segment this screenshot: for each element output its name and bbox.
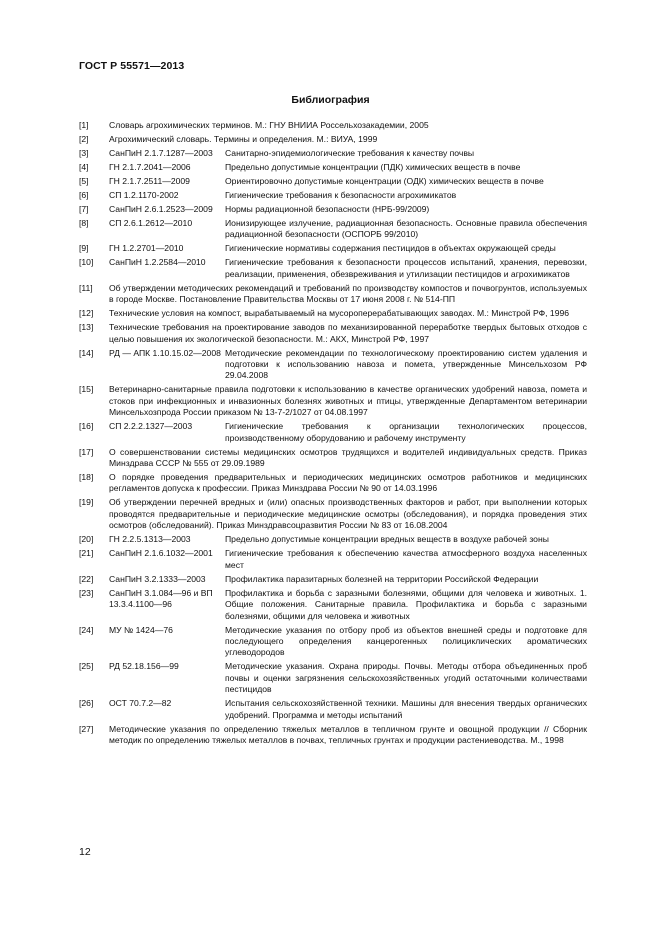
bibliography-entry bbox=[79, 204, 587, 215]
bibliography-entry bbox=[79, 497, 587, 531]
entry-text: Профилактика и борьба с заразными болезнями, общими для человека и животных. 1. Общие положения. Санитарные правила. Профилактика и борьба с заразными болезнями, общими для человека и животных bbox=[225, 587, 587, 621]
entry-number: [8] bbox=[79, 218, 89, 228]
entry-number: [19] bbox=[79, 497, 94, 508]
page-number: 12 bbox=[79, 846, 91, 858]
entry-text: Гигиенические требования к безопасности процессов испытаний, хранения, перевозки, реализации, применения, обезвреживания и утилизации пестицидов и агрохимикатов bbox=[225, 257, 587, 279]
entry-number: [20] bbox=[79, 534, 94, 545]
entry-text: Испытания сельскохозяйственной техники. Машины для внесения твердых органических удобрений. Программа и методы испытаний bbox=[225, 698, 587, 720]
entry-text: Об утверждении методических рекомендаций и требований по производству компостов и почвогрунтов, используемых в городе Москве. Постановление Правительства Москвы от 17 июня 2008 г. № 514-ПП bbox=[109, 282, 587, 305]
entry-code: ГН 2.1.7.2041—2006 bbox=[109, 162, 191, 172]
entry-text: Технические условия на компост, вырабатываемый на мусороперерабатывающих заводах. М.: Минстрой РФ, 1996 bbox=[109, 308, 570, 319]
entry-number: [16] bbox=[79, 421, 94, 432]
entry-number: [9] bbox=[79, 243, 89, 254]
bibliography-entry bbox=[79, 120, 587, 131]
entry-text: Методические указания по определению тяжелых металлов в тепличном грунте и овощной продукции // Сборник методик по определению тяжелых металлов в почвах, тепличных грунтах и продукции растениеводства. М., 1998 bbox=[109, 723, 587, 745]
bibliography-entry bbox=[79, 447, 587, 470]
entry-code: СП 2.6.1.2612—2010 bbox=[109, 218, 193, 228]
entry-text: Гигиенические требования к безопасности агрохимикатов bbox=[225, 190, 457, 200]
bibliography-entry bbox=[79, 661, 587, 695]
entry-number: [17] bbox=[79, 446, 94, 457]
document-id: ГОСТ Р 55571—2013 bbox=[79, 60, 185, 72]
entry-number: [4] bbox=[79, 162, 89, 172]
bibliography-entry bbox=[79, 176, 587, 187]
entry-text: Профилактика паразитарных болезней на территории Российской Федерации bbox=[225, 573, 539, 584]
entry-number: [22] bbox=[79, 573, 94, 584]
bibliography-entry bbox=[79, 384, 587, 418]
bibliography-entry bbox=[79, 218, 587, 241]
entry-text: О порядке проведения предварительных и периодических медицинских осмотров работников и медицинских регламентов допуска к профессии. Приказ Минздрава России № 90 от 14.03.1996 bbox=[109, 472, 587, 494]
entry-number: [21] bbox=[79, 548, 94, 559]
entry-text: Об утверждении перечней вредных и (или) опасных производственных факторов и работ, при выполнении которых проводятся предварительные и периодические медицинские осмотры (обследования), и порядка проведения этих осмотров (обследований). Приказ Минздравсоцразвития России № 83 от 16.08.2004 bbox=[109, 497, 587, 531]
bibliography-entry bbox=[79, 308, 587, 319]
entry-number: [23] bbox=[79, 587, 94, 598]
entry-number: [24] bbox=[79, 624, 94, 635]
entry-text: Агрохимический словарь. Термины и определения. М.: ВИУА, 1999 bbox=[109, 134, 378, 144]
entry-text: Санитарно-эпидемиологические требования к качеству почвы bbox=[225, 148, 475, 158]
page-title: Библиография bbox=[291, 94, 370, 106]
entry-code: СП 2.2.2.1327—2003 bbox=[109, 421, 193, 432]
entry-number: [11] bbox=[79, 282, 93, 293]
entry-code: МУ № 1424—76 bbox=[109, 624, 173, 635]
entry-number: [13] bbox=[79, 322, 94, 333]
entry-code: СанПиН 3.2.1333—2003 bbox=[109, 573, 206, 584]
entry-text: Гигиенические требования к обеспечению качества атмосферного воздуха населенных мест bbox=[225, 548, 587, 570]
entry-code: СанПиН 2.1.7.1287—2003 bbox=[109, 148, 213, 158]
entry-code: РД 52.18.156—99 bbox=[109, 661, 179, 672]
entry-text: Гигиенические нормативы содержания пестицидов в объектах окружающей среды bbox=[225, 243, 556, 254]
entry-code: ГН 2.2.5.1313—2003 bbox=[109, 534, 191, 545]
bibliography-entry bbox=[79, 698, 587, 721]
bibliography-entry bbox=[79, 534, 587, 545]
entry-text: Предельно допустимые концентрации (ПДК) химических веществ в почве bbox=[225, 162, 521, 172]
bibliography-entry bbox=[79, 421, 587, 444]
entry-code: СанПиН 2.6.1.2523—2009 bbox=[109, 204, 213, 214]
entry-number: [5] bbox=[79, 176, 89, 186]
entry-text: Методические рекомендации по технологическому проектированию систем удаления и подготовки к использованию навоза и помета, утвержденные Минсельхозом РФ 29.04.2008 bbox=[225, 347, 587, 381]
entry-number: [6] bbox=[79, 190, 89, 200]
entry-text: О совершенствовании системы медицинских осмотров трудящихся и водителей индивидуальных средств. Приказ Минздрава СССР № 555 от 29.09.1989 bbox=[109, 446, 587, 469]
entry-code: ГН 2.1.7.2511—2009 bbox=[109, 176, 190, 186]
bibliography-entry bbox=[79, 724, 587, 747]
bibliography-entry bbox=[79, 190, 587, 201]
bibliography-entry bbox=[79, 348, 587, 382]
entry-number: [27] bbox=[79, 723, 94, 734]
entry-text: Словарь агрохимических терминов. М.: ГНУ ВНИИА Россельхозакадемии, 2005 bbox=[109, 120, 429, 130]
entry-code: ОСТ 70.7.2—82 bbox=[109, 698, 172, 709]
entry-number: [1] bbox=[79, 120, 89, 130]
entry-code: СП 1.2.1170-2002 bbox=[109, 190, 179, 200]
entry-code: СанПиН 2.1.6.1032—2001 bbox=[109, 548, 213, 559]
bibliography-entry bbox=[79, 243, 587, 254]
bibliography-entry bbox=[79, 257, 587, 280]
entry-number: [26] bbox=[79, 698, 94, 709]
entry-number: [7] bbox=[79, 204, 89, 214]
entry-number: [10] bbox=[79, 257, 94, 268]
bibliography-entry bbox=[79, 162, 587, 173]
entry-text: Нормы радиационной безопасности (НРБ-99/2009) bbox=[225, 204, 430, 214]
entry-number: [3] bbox=[79, 148, 89, 158]
bibliography-list bbox=[79, 120, 587, 749]
entry-text: Ориентировочно допустимые концентрации (ОДК) химических веществ в почве bbox=[225, 176, 544, 186]
entry-number: [15] bbox=[79, 384, 94, 395]
bibliography-entry bbox=[79, 625, 587, 659]
entry-code: СанПиН 3.1.084—96 и ВП 13.3.4.1100—96 bbox=[109, 587, 213, 610]
entry-number: [25] bbox=[79, 661, 94, 672]
entry-number: [12] bbox=[79, 308, 94, 319]
entry-text: Методические указания. Охрана природы. Почвы. Методы отбора объединенных проб почвы и оценки загрязнения сельскохозяйственных угодий остаточными количествами пестицидов bbox=[225, 661, 587, 695]
bibliography-entry bbox=[79, 472, 587, 495]
bibliography-entry bbox=[79, 588, 587, 622]
entry-number: [14] bbox=[79, 347, 94, 358]
entry-text: Ветеринарно-санитарные правила подготовки к использованию в качестве органических удобрений навоза, помета и стоков при инфекционных и инвазионных болезнях животных и птицы, утвержденные Департаментом ветеринарии Минсельхозпрода России приказом № 13-7-2/1027 от 04.08.1997 bbox=[109, 384, 587, 418]
entry-text: Методические указания по отбору проб из объектов внешней среды и подготовке для последующего определения канцерогенных полициклических ароматических углеводородов bbox=[225, 624, 587, 658]
entry-text: Технические требования на проектирование заводов по механизированной переработке твердых бытовых отходов с целью повышения их экологической безопасности. М.: АКХ, Минстрой РФ, 1997 bbox=[109, 322, 587, 344]
entry-text: Предельно допустимые концентрации вредных веществ в воздухе рабочей зоны bbox=[225, 534, 549, 545]
bibliography-entry bbox=[79, 322, 587, 345]
entry-text: Ионизирующее излучение, радиационная безопасность. Основные правила обеспечения радиационной безопасности (ОСПОРБ 99/2010) bbox=[225, 218, 587, 240]
bibliography-entry bbox=[79, 148, 587, 159]
entry-number: [2] bbox=[79, 134, 89, 144]
entry-text: Гигиенические требования к организации технологических процессов, производственному оборудованию и рабочему инструменту bbox=[225, 421, 587, 443]
bibliography-entry bbox=[79, 548, 587, 571]
bibliography-entry bbox=[79, 134, 587, 145]
entry-number: [18] bbox=[79, 472, 94, 483]
entry-code: ГН 1.2.2701—2010 bbox=[109, 243, 184, 254]
bibliography-entry bbox=[79, 574, 587, 585]
entry-code: РД — АПК 1.10.15.02—2008 bbox=[109, 347, 221, 358]
entry-code: СанПиН 1.2.2584—2010 bbox=[109, 257, 206, 268]
bibliography-entry bbox=[79, 283, 587, 306]
